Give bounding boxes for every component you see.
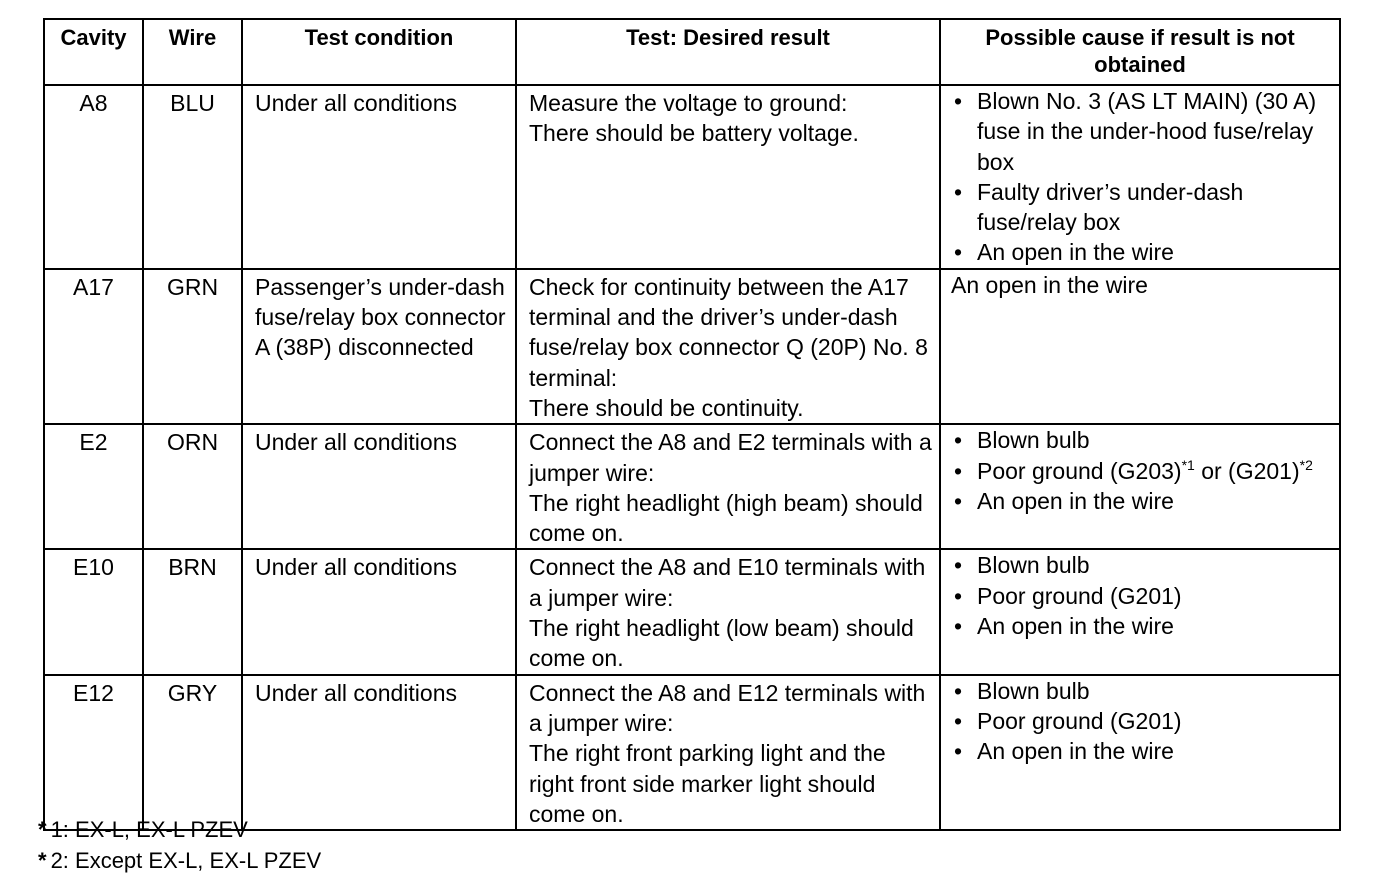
- footnote: [38, 814, 321, 845]
- result-line: Measure the voltage to ground:: [529, 90, 848, 116]
- table-row: [44, 85, 1340, 269]
- footnote-ref: *1: [1181, 456, 1195, 473]
- cause-list: [951, 676, 1333, 767]
- header-row: [44, 19, 1340, 85]
- test-condition-cell: Under all conditions: [242, 85, 516, 269]
- cause-list: [951, 86, 1333, 268]
- possible-cause-cell: An open in the wire: [940, 269, 1340, 424]
- result-line: Check for continuity between the A17 terminal and the driver’s under-dash fuse/relay box connector Q (20P) No. 8 terminal:: [529, 273, 928, 391]
- wire-cell: BLU: [143, 85, 242, 269]
- footnote: [38, 845, 321, 876]
- cause-list: [951, 550, 1333, 641]
- desired-result-cell: [516, 424, 940, 549]
- test-condition-cell: Under all conditions: [242, 675, 516, 830]
- desired-result-cell: [516, 85, 940, 269]
- table-row: [44, 549, 1340, 674]
- cause-item: [951, 456, 1333, 486]
- footnote-mark: *: [38, 817, 47, 842]
- possible-cause-cell: [940, 549, 1340, 674]
- cavity-cell: A17: [44, 269, 143, 424]
- result-line: There should be battery voltage.: [529, 120, 859, 147]
- header-desired-result: Test: Desired result: [516, 19, 940, 85]
- footnotes: [38, 814, 321, 876]
- cause-item: • Faulty driver’s under-dash fuse/relay box: [951, 177, 1333, 238]
- test-condition-cell: Under all conditions: [242, 549, 516, 674]
- header-test-condition: Test condition: [242, 19, 516, 85]
- result-line: There should be continuity.: [529, 394, 804, 421]
- cause-item: • Poor ground (G201): [951, 706, 1333, 736]
- cause-item: • Blown No. 3 (AS LT MAIN) (30 A) fuse in the under-hood fuse/relay box: [951, 86, 1333, 177]
- footnote-mark: *: [38, 848, 47, 873]
- cause-item: • An open in the wire: [951, 486, 1333, 516]
- cause-item: • Blown bulb: [951, 550, 1333, 580]
- result-line: Connect the A8 and E2 terminals with a jumper wire:: [529, 429, 932, 486]
- result-line: Connect the A8 and E12 terminals with a jumper wire:: [529, 679, 926, 736]
- result-line: The right headlight (high beam) should come on.: [529, 489, 923, 547]
- wire-cell: ORN: [143, 424, 242, 549]
- cavity-cell: E12: [44, 675, 143, 830]
- footnote-text: 1: EX-L, EX-L PZEV: [50, 817, 248, 842]
- desired-result-cell: [516, 549, 940, 674]
- cause-list: [951, 425, 1333, 516]
- test-condition-cell: Under all conditions: [242, 424, 516, 549]
- header-cavity: Cavity: [44, 19, 143, 85]
- cause-item: • Blown bulb: [951, 676, 1333, 706]
- cavity-cell: A8: [44, 85, 143, 269]
- possible-cause-cell: [940, 675, 1340, 830]
- cavity-cell: E2: [44, 424, 143, 549]
- cavity-cell: E10: [44, 549, 143, 674]
- wire-cell: GRN: [143, 269, 242, 424]
- result-line: The right front parking light and the right front side marker light should come on.: [529, 740, 886, 827]
- header-wire: Wire: [143, 19, 242, 85]
- wire-cell: GRY: [143, 675, 242, 830]
- possible-cause-cell: [940, 85, 1340, 269]
- desired-result-cell: [516, 269, 940, 424]
- footnote-text: 2: Except EX-L, EX-L PZEV: [50, 848, 322, 873]
- footnote-ref: *2: [1299, 456, 1313, 473]
- result-line: The right headlight (low beam) should come on.: [529, 615, 914, 672]
- wire-cell: BRN: [143, 549, 242, 674]
- cause-item: • An open in the wire: [951, 237, 1333, 267]
- possible-cause-cell: [940, 424, 1340, 549]
- table-row: [44, 269, 1340, 424]
- cause-item: • An open in the wire: [951, 611, 1333, 641]
- cause-item: • Poor ground (G201): [951, 581, 1333, 611]
- cause-item: • Blown bulb: [951, 425, 1333, 455]
- desired-result-cell: [516, 675, 940, 830]
- test-condition-cell: Passenger’s under-dash fuse/relay box connector A (38P) disconnected: [242, 269, 516, 424]
- diagnostic-table: [43, 18, 1341, 831]
- cause-text: Poor ground (G203): [977, 457, 1182, 484]
- cause-item: • An open in the wire: [951, 736, 1333, 766]
- table-row: [44, 424, 1340, 549]
- table-row: [44, 675, 1340, 830]
- cause-text: or (G201): [1194, 457, 1300, 484]
- header-possible-cause: Possible cause if result is not obtained: [940, 19, 1340, 85]
- result-line: Connect the A8 and E10 terminals with a jumper wire:: [529, 554, 926, 611]
